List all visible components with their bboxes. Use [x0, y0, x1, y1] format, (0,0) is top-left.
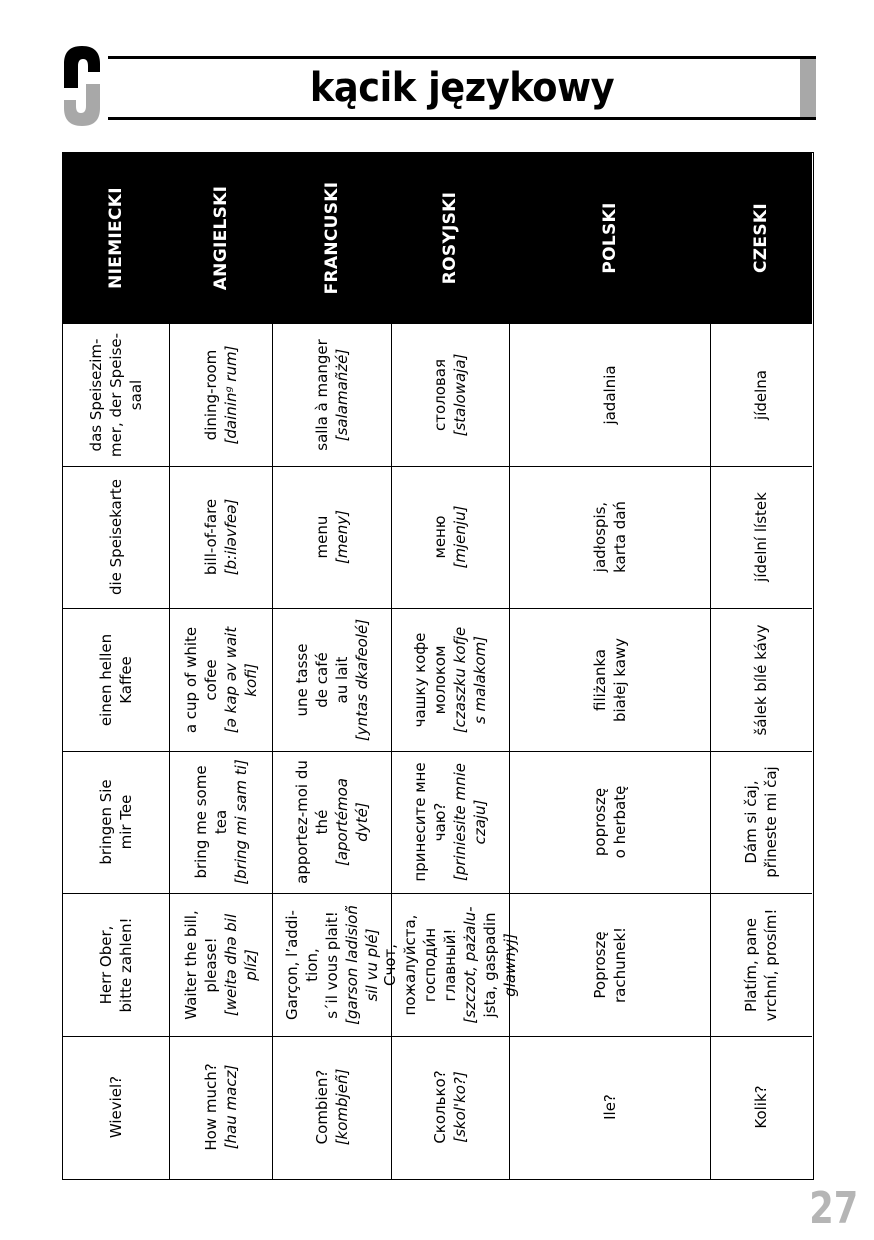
- phrase-line: Platím, pane: [742, 917, 761, 1012]
- phrase-line: saal: [126, 379, 145, 410]
- phrase-line: please!: [201, 937, 220, 993]
- language-column-francuski: [272, 153, 391, 1179]
- phrase-line: [bring mi sam ti]: [231, 759, 250, 885]
- phrase-line: меню: [431, 515, 450, 559]
- phrase-text: [201, 499, 241, 575]
- phrase-text: [430, 506, 470, 569]
- phrase-text: [751, 492, 771, 582]
- phrase-line: die Speisekarte: [106, 479, 125, 596]
- phrase-text: [590, 501, 630, 573]
- phrase-line: [garson ladisioñ: [342, 904, 361, 1025]
- phrase-line: vrchní, prosím!: [762, 908, 781, 1022]
- phrase-cell: [392, 608, 510, 751]
- phrase-text: [191, 760, 251, 885]
- phrase-text: [410, 763, 490, 882]
- phrase-line: [b:ilәvfeә]: [221, 499, 240, 576]
- phrase-line: принесите мне: [411, 762, 430, 882]
- phrase-line: filiżanka: [590, 648, 609, 711]
- column-header-label: ANGIELSKI: [210, 185, 231, 291]
- phrase-line: господи́н: [421, 927, 440, 1002]
- phrase-text: [181, 910, 261, 1019]
- phrase-line: [szczot, pażalu-: [461, 906, 480, 1024]
- phrase-line: přineste mi čaj: [762, 766, 781, 878]
- phrase-line: [kombjeñ]: [332, 1068, 351, 1146]
- phrase-line: Combien?: [312, 1069, 331, 1145]
- phrase-cell: [392, 323, 510, 466]
- phrase-cell: [510, 751, 709, 894]
- phrase-text: [201, 1064, 241, 1151]
- phrase-line: plíz]: [241, 948, 260, 981]
- column-header: [63, 153, 169, 323]
- phrase-cell: [273, 893, 391, 1036]
- language-column-rosyjski: [381, 153, 520, 1179]
- phrase-cell: [381, 893, 520, 1036]
- phrase-text: [590, 786, 630, 859]
- phrase-cell: [510, 893, 709, 1036]
- phrase-text: [600, 365, 620, 424]
- phrase-line: menu: [312, 515, 331, 559]
- phrase-line: bill-of-fare: [201, 499, 220, 576]
- phrase-text: [106, 479, 126, 595]
- phrase-line: das Speisezim-: [86, 338, 105, 452]
- language-column-polski: [509, 153, 709, 1179]
- phrase-line: [yntas dkafeolé]: [352, 618, 371, 741]
- title-accent-block: [800, 59, 816, 117]
- phrase-line: jadłospis,: [590, 502, 609, 573]
- phrase-line: kofi]: [241, 663, 260, 697]
- phrase-line: чашку кофе: [411, 632, 430, 728]
- title-bar: [108, 56, 816, 120]
- phrase-line: une tasse: [292, 643, 311, 717]
- phrase-line: jídelna: [752, 369, 771, 420]
- phrase-text: [590, 638, 630, 722]
- phrase-line: au lait: [332, 656, 351, 704]
- phrase-text: [96, 780, 136, 865]
- phrase-text: [380, 906, 520, 1023]
- column-header-label: FRANCUSKI: [321, 181, 342, 295]
- phrase-text: [410, 627, 490, 733]
- phrase-line: [stalowaja]: [451, 353, 470, 437]
- phrase-line: tion,: [302, 948, 321, 982]
- phrase-line: [hau macz]: [221, 1064, 240, 1150]
- phrase-line: thé: [312, 809, 331, 835]
- phrase-line: главный!: [441, 928, 460, 1002]
- phrase-cell: [63, 1036, 169, 1179]
- phrase-text: [741, 767, 781, 878]
- column-header: [711, 153, 812, 323]
- phrase-cell: [711, 1036, 812, 1179]
- phrase-text: [430, 353, 470, 436]
- phrase-line: de café: [312, 652, 331, 708]
- phrase-cell: [510, 323, 709, 466]
- phrase-text: [741, 908, 781, 1021]
- phrase-line: sil vu plé]: [362, 928, 381, 1002]
- phrase-line: [skol'ko?]: [451, 1071, 470, 1143]
- phrase-line: [mjenju]: [451, 505, 470, 569]
- phrase-text: [590, 927, 630, 1003]
- column-header-label: ROSYJSKI: [440, 191, 461, 285]
- phrase-text: [106, 1076, 126, 1138]
- column-header: [273, 153, 391, 323]
- phrase-text: [312, 1069, 352, 1146]
- phrase-line: bringen Sie: [96, 779, 115, 865]
- phrase-line: karta dań: [610, 501, 629, 574]
- phrase-line: s malakom]: [471, 635, 490, 724]
- phrase-line: cofee: [201, 659, 220, 701]
- phrase-cell: [63, 893, 169, 1036]
- page-number: 27: [809, 1183, 858, 1234]
- phrase-text: [751, 624, 771, 735]
- phrase-cell: [273, 323, 391, 466]
- column-header-label: NIEMIECKI: [105, 187, 126, 289]
- phrase-cell: [510, 1036, 709, 1179]
- phrase-cell: [392, 1036, 510, 1179]
- phrase-line: poproszę: [590, 788, 609, 857]
- phrase-line: Сколько?: [431, 1070, 450, 1144]
- column-header: [392, 153, 510, 323]
- phrase-line: dining-room: [201, 349, 220, 441]
- phrase-cell: [273, 1036, 391, 1179]
- phrase-cell: [392, 751, 510, 894]
- phrase-line: mer, der Speise-: [106, 332, 125, 457]
- phrase-text: [430, 1071, 470, 1144]
- phrase-line: jadalnia: [600, 365, 619, 425]
- phrase-line: молоком: [431, 645, 450, 715]
- phrase-line: tea: [211, 810, 230, 835]
- phrase-line: Счот,: [381, 943, 400, 986]
- phrase-line: einen hellen: [96, 633, 115, 726]
- phrase-line: [daininᵍ rum]: [221, 345, 240, 445]
- phrase-text: [312, 339, 352, 451]
- phrase-line: Herr Ober,: [96, 925, 115, 1005]
- phrase-text: [86, 333, 146, 457]
- phrase-cell: [711, 893, 812, 1036]
- phrase-line: Garçon, l’addi-: [282, 909, 301, 1020]
- phrase-text: [96, 917, 136, 1012]
- phrase-line: s´il vous plait!: [322, 911, 341, 1019]
- phrase-cell: [170, 323, 272, 466]
- phrase-cell: [510, 466, 709, 609]
- phrase-line: Ile?: [600, 1094, 619, 1121]
- column-header-label: CZESKI: [751, 203, 772, 273]
- column-header: [510, 153, 709, 323]
- phrase-cell: [170, 466, 272, 609]
- logo-icon: [58, 40, 106, 132]
- column-header-label: POLSKI: [599, 202, 620, 274]
- phrase-cell: [170, 893, 272, 1036]
- phrase-cell: [510, 608, 709, 751]
- phrase-line: How much?: [201, 1063, 220, 1151]
- phrase-line: [weitә dhә bil: [221, 913, 240, 1016]
- phrase-text: [751, 1086, 771, 1129]
- phrase-text: [751, 370, 771, 420]
- phrase-text: [292, 619, 372, 741]
- language-column-angielski: [169, 153, 272, 1179]
- phrase-line: столовая: [431, 358, 450, 431]
- phrase-cell: [392, 466, 510, 609]
- phrase-text: [282, 905, 382, 1025]
- phrase-line: [ә kap әv wait: [221, 626, 240, 733]
- phrase-cell: [273, 608, 391, 751]
- phrase-line: czaju]: [471, 799, 490, 845]
- phrase-line: Waiter the bill,: [181, 910, 200, 1020]
- phrase-cell: [63, 608, 169, 751]
- phrase-line: Kolik?: [752, 1085, 771, 1129]
- phrase-line: o herbatę: [610, 785, 629, 859]
- phrase-cell: [273, 466, 391, 609]
- phrase-line: jsta, gaspadin: [481, 912, 500, 1018]
- phrase-line: Wieviel?: [106, 1076, 125, 1139]
- phrase-text: [292, 760, 372, 884]
- phrase-line: salla à manger: [312, 339, 331, 451]
- phrase-line: šálek bílé kávy: [752, 624, 771, 736]
- language-column-czeski: [710, 153, 812, 1179]
- phrase-line: bitte zahlen!: [116, 917, 135, 1013]
- phrase-line: apportez-moi du: [292, 760, 311, 885]
- phrase-line: [czaszku kofje: [451, 626, 470, 733]
- phrase-text: [201, 345, 241, 444]
- phrase-line: mir Tee: [116, 794, 135, 850]
- phrase-line: a cup of white: [181, 626, 200, 733]
- phrase-text: [312, 510, 352, 564]
- phrase-cell: [170, 1036, 272, 1179]
- phrase-line: [meny]: [332, 510, 351, 565]
- column-header: [170, 153, 272, 323]
- phrase-line: dyté]: [352, 802, 371, 842]
- phrase-cell: [170, 608, 272, 751]
- phrase-line: Kaffee: [116, 655, 135, 704]
- phrase-line: чаю?: [431, 802, 450, 842]
- phrase-cell: [711, 323, 812, 466]
- phrase-line: [salamañżé]: [332, 348, 351, 441]
- phrase-text: [181, 627, 261, 733]
- phrase-line: пожалуйста,: [401, 914, 420, 1016]
- language-column-niemiecki: [63, 153, 169, 1179]
- phrase-line: Dám si čaj,: [742, 780, 761, 864]
- phrase-line: glawnyj]: [501, 932, 520, 997]
- phrase-cell: [63, 323, 169, 466]
- phrase-cell: [63, 466, 169, 609]
- phrase-cell: [170, 751, 272, 894]
- phrase-line: białej kawy: [610, 637, 629, 722]
- phrase-line: [priniesite mnie: [451, 763, 470, 882]
- phrase-table: [62, 152, 814, 1180]
- phrase-line: rachunek!: [610, 926, 629, 1003]
- page-title: kącik językowy: [309, 65, 615, 111]
- phrase-text: [96, 634, 136, 726]
- phrase-cell: [711, 608, 812, 751]
- phrase-line: bring me some: [191, 765, 210, 879]
- phrase-line: [aportémoa: [332, 778, 351, 867]
- phrase-line: Poproszę: [590, 931, 609, 999]
- phrase-cell: [63, 751, 169, 894]
- phrase-cell: [273, 751, 391, 894]
- phrase-cell: [711, 751, 812, 894]
- phrase-line: jídelní lístek: [752, 492, 771, 583]
- phrase-cell: [711, 466, 812, 609]
- phrase-text: [600, 1094, 620, 1120]
